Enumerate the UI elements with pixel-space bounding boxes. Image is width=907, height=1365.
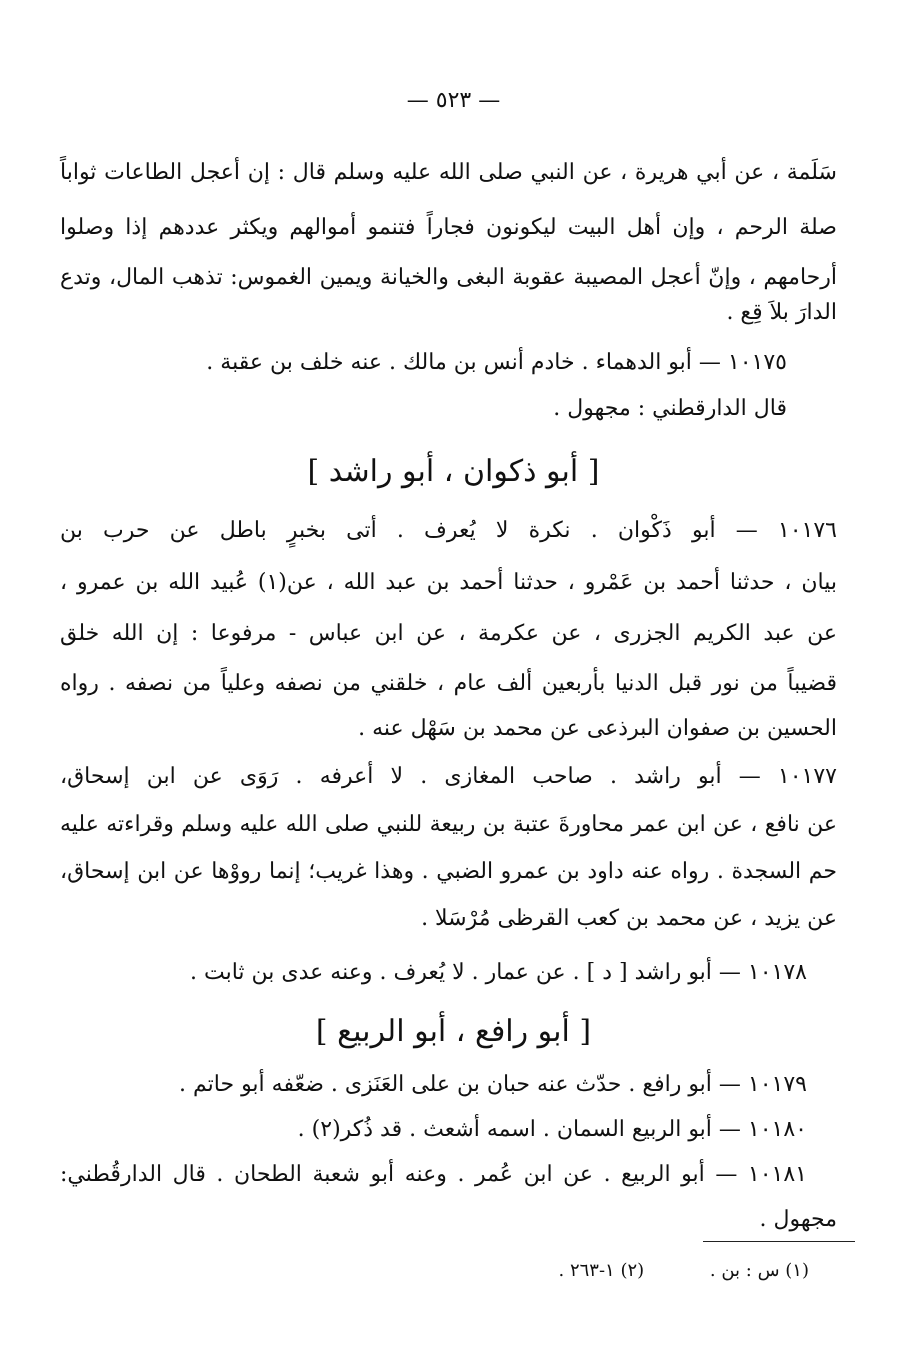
- text-line: الدارَ بلاَ قِع .: [726, 300, 837, 325]
- text-line: قال الدارقطني : مجهول .: [553, 396, 787, 421]
- entry-10176: ١٠١٧٦ — أبو ذَكْوان . نكرة لا يُعرف . أتى بخبرٍ باطل عن حرب بن: [60, 518, 837, 543]
- text-line: أرحامهم ، وإنّ أعجل المصيبة عقوبة البغى والخيانة ويمين الغموس: تذهب المال، وتدع: [60, 265, 837, 290]
- section-heading: [ أبو رافع ، أبو الربيع ]: [315, 1014, 592, 1049]
- entry-10175: ١٠١٧٥ — أبو الدهماء . خادم أنس بن مالك . عنه خلف بن عقبة .: [206, 350, 787, 375]
- footnotes: [498, 1258, 809, 1284]
- entry-10178: ١٠١٧٨ — أبو راشد [ د ] . عن عمار . لا يُعرف . وعنه عدى بن ثابت .: [190, 960, 807, 985]
- text-line: بيان ، حدثنا أحمد بن عَمْرو ، حدثنا أحمد بن عبد الله ، عن(١) عُبيد الله بن عمرو ،: [60, 570, 837, 595]
- footnote-2: (٢) ١-٢٦٣ .: [558, 1260, 645, 1281]
- text-line: مجهول .: [759, 1207, 837, 1232]
- text-line: قضيباً من نور قبل الدنيا بأربعين ألف عام ، خلقني من نصفه وعلياً من نصفه . رواه: [60, 671, 837, 696]
- entry-10177: ١٠١٧٧ — أبو راشد . صاحب المغازى . لا أعرفه . رَوَى عن ابن إسحاق،: [60, 764, 837, 789]
- section-heading: [ أبو ذكوان ، أبو راشد ]: [307, 454, 600, 489]
- entry-10179: ١٠١٧٩ — أبو رافع . حدّث عنه حبان بن على العَنَزى . ضعّفه أبو حاتم .: [179, 1072, 807, 1097]
- entry-10181: ١٠١٨١ — أبو الربيع . عن ابن عُمر . وعنه أبو شعبة الطحان . قال الدارقُطني:: [60, 1162, 807, 1187]
- page-number: — ٥٢٣ —: [406, 88, 501, 113]
- text-line: صلة الرحم ، وإن أهل البيت ليكونون فجاراً فتنمو أموالهم ويكثر عددهم إذا وصلوا: [60, 215, 837, 240]
- text-line: حم السجدة . رواه عنه داود بن عمرو الضبي . وهذا غريب؛ إنما رووْها عن ابن إسحاق،: [60, 859, 837, 884]
- footnote-1: (١) س : بن .: [709, 1260, 809, 1281]
- text-line: الحسين بن صفوان البرذعى عن محمد بن سَهْل عنه .: [358, 716, 837, 741]
- text-line: عن نافع ، عن ابن عمر محاورةَ عتبة بن ربيعة للنبي صلى الله عليه وسلم وقراءته عليه: [60, 812, 837, 837]
- text-line: سَلَمة ، عن أبي هريرة ، عن النبي صلى الله عليه وسلم قال : إن أعجل الطاعات ثواباً: [60, 160, 837, 185]
- entry-10180: ١٠١٨٠ — أبو الربيع السمان . اسمه أشعث . قد ذُكر(٢) .: [297, 1117, 807, 1142]
- text-line: عن عبد الكريم الجزرى ، عن عكرمة ، عن ابن عباس - مرفوعا : إن الله خلق: [60, 621, 837, 646]
- text-line: عن يزيد ، عن محمد بن كعب القرظى مُرْسَلا .: [421, 906, 837, 931]
- footnote-divider: [703, 1241, 855, 1242]
